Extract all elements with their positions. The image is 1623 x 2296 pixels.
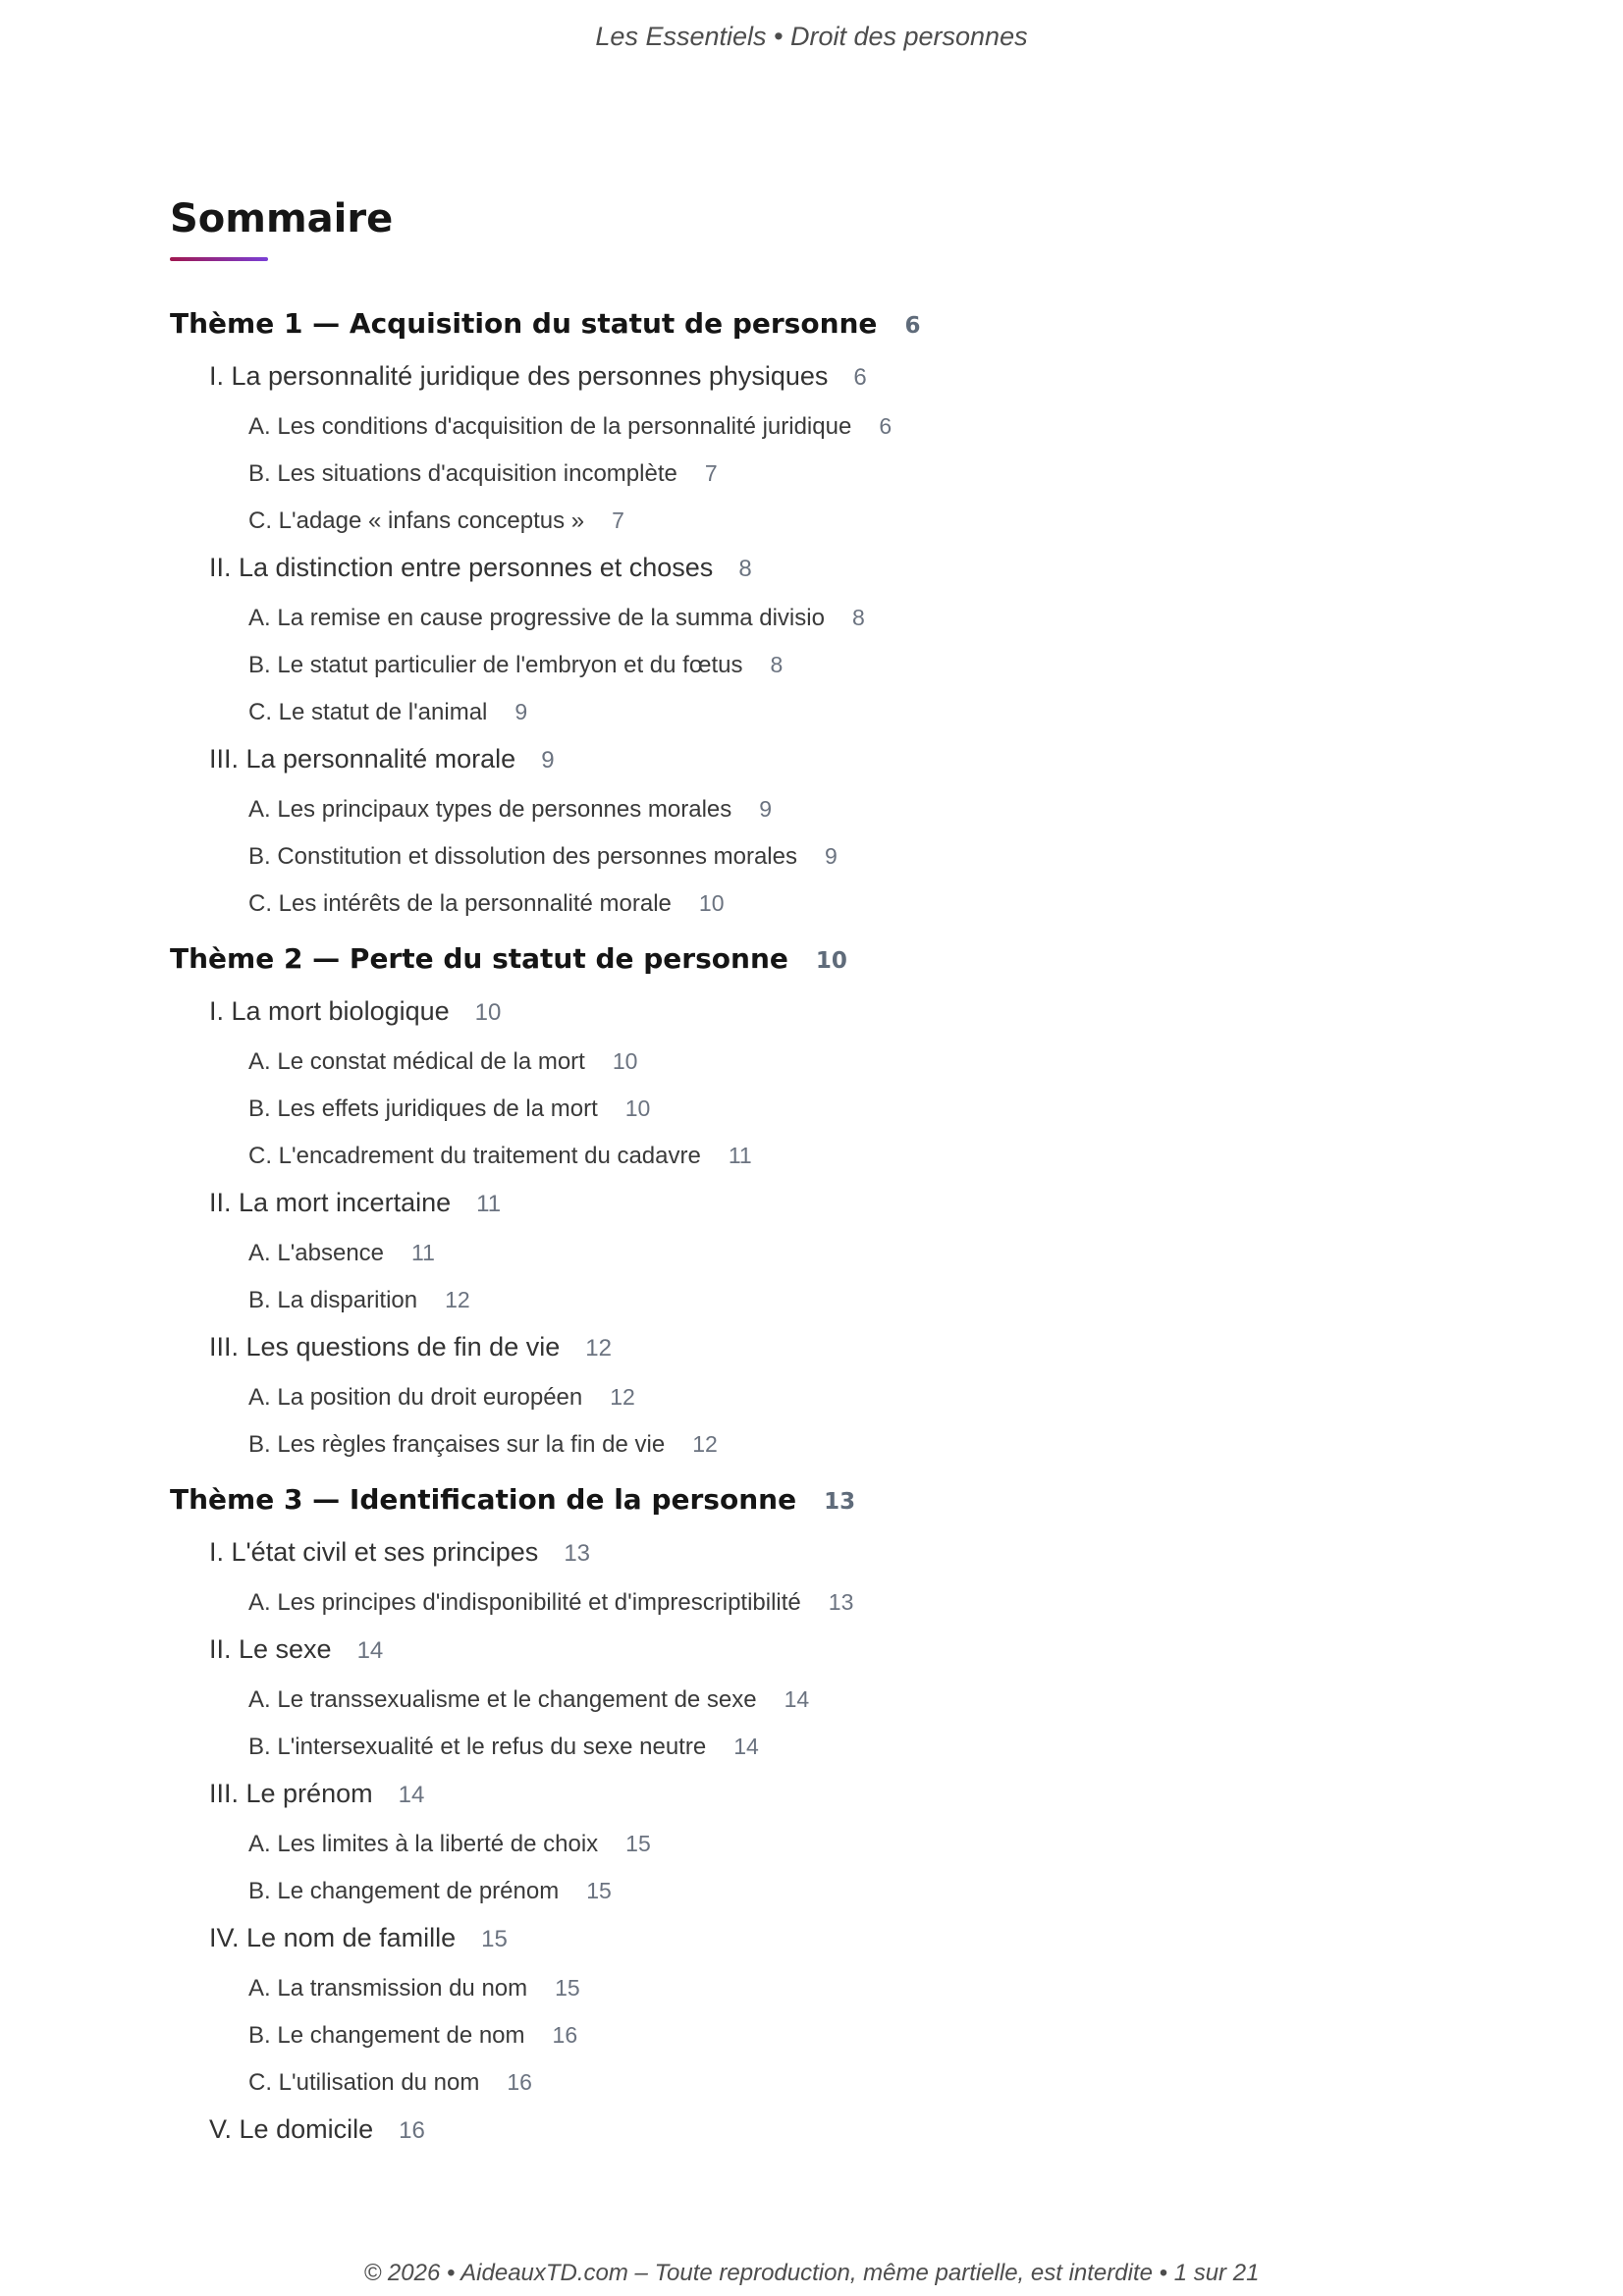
toc-page-number: 11 — [476, 1191, 502, 1217]
toc-section-label: II. La mort incertaine — [209, 1188, 452, 1217]
toc-section-label: I. La mort biologique — [209, 996, 450, 1026]
toc-theme-block — [170, 939, 1544, 1461]
toc-section-label: III. Les questions de fin de vie — [209, 1332, 561, 1362]
toc-page-number: 12 — [585, 1335, 612, 1362]
toc-page-number: 16 — [507, 2069, 532, 2095]
toc-section-entry[interactable] — [170, 1534, 1544, 1572]
toc-subsection-label: A. Les conditions d'acquisition de la personnalité juridique — [248, 413, 852, 440]
toc-subsection-entry[interactable] — [170, 1828, 1544, 1860]
toc-subsection-entry[interactable] — [170, 840, 1544, 873]
toc-subsection-entry[interactable] — [170, 1586, 1544, 1619]
toc-subsection-entry[interactable] — [170, 1381, 1544, 1414]
toc-page-number: 15 — [481, 1926, 508, 1952]
toc-page-number: 12 — [610, 1384, 635, 1410]
toc-page-number: 9 — [759, 796, 773, 822]
toc-page-number: 14 — [398, 1782, 425, 1808]
toc-section-entry[interactable] — [170, 1329, 1544, 1366]
toc-page-number: 15 — [555, 1975, 580, 2001]
toc-subsection-entry[interactable] — [170, 1284, 1544, 1316]
table-of-contents — [170, 192, 1544, 2168]
toc-page-number: 9 — [541, 747, 555, 774]
toc-subsection-label: A. La remise en cause progressive de la summa divisio — [248, 605, 825, 631]
toc-page-number: 9 — [824, 843, 838, 869]
toc-subsection-entry[interactable] — [170, 649, 1544, 681]
toc-page-number: 11 — [411, 1240, 435, 1265]
toc-subsection-label: A. Les limites à la liberté de choix — [248, 1831, 599, 1857]
toc-page-number: 8 — [851, 605, 865, 630]
toc-theme-block — [170, 304, 1544, 920]
toc-theme-entry[interactable] — [170, 1480, 1544, 1522]
title-underline — [170, 257, 268, 261]
toc-subsection-label: B. Le changement de prénom — [248, 1878, 560, 1904]
toc-page-number: 8 — [770, 652, 784, 677]
toc-list — [170, 304, 1544, 2149]
toc-subsection-entry[interactable] — [170, 2066, 1544, 2099]
toc-page-number: 14 — [784, 1686, 810, 1712]
toc-subsection-entry[interactable] — [170, 696, 1544, 728]
toc-section-label: I. L'état civil et ses principes — [209, 1537, 539, 1567]
page-footer: © 2026 • AideauxTD.com – Toute reproduction, même partielle, est interdite • 1 sur 21 — [363, 2260, 1260, 2286]
toc-subsection-entry[interactable] — [170, 457, 1544, 490]
toc-subsection-label: B. L'intersexualité et le refus du sexe neutre — [248, 1734, 707, 1760]
toc-page-number: 12 — [692, 1431, 718, 1457]
page-title: Sommaire — [170, 196, 394, 241]
toc-subsection-label: B. Les situations d'acquisition incomplète — [248, 460, 677, 487]
toc-page-number: 10 — [474, 999, 502, 1026]
toc-section-entry[interactable] — [170, 993, 1544, 1031]
toc-theme-entry[interactable] — [170, 939, 1544, 981]
toc-page-number: 15 — [625, 1831, 651, 1856]
toc-section-label: IV. Le nom de famille — [209, 1923, 457, 1952]
toc-subsection-label: B. Le changement de nom — [248, 2022, 525, 2049]
toc-section-entry[interactable] — [170, 1185, 1544, 1222]
toc-theme-label: Thème 3 — Identification de la personne — [170, 1483, 797, 1516]
toc-subsection-label: A. Les principes d'indisponibilité et d'imprescriptibilité — [248, 1589, 801, 1616]
toc-page-number: 13 — [824, 1489, 856, 1515]
toc-subsection-label: B. Les effets juridiques de la mort — [248, 1095, 598, 1122]
toc-subsection-label: A. Le constat médical de la mort — [248, 1048, 585, 1075]
toc-section-entry[interactable] — [170, 2111, 1544, 2149]
toc-subsection-entry[interactable] — [170, 887, 1544, 920]
toc-page-number: 8 — [738, 556, 752, 582]
toc-page-number: 16 — [552, 2022, 578, 2048]
toc-page-number: 16 — [399, 2117, 425, 2144]
toc-section-entry[interactable] — [170, 550, 1544, 587]
toc-subsection-label: A. Les principaux types de personnes morales — [248, 796, 732, 823]
toc-subsection-label: A. La transmission du nom — [248, 1975, 528, 2002]
toc-section-label: V. Le domicile — [209, 2114, 374, 2144]
toc-subsection-entry[interactable] — [170, 602, 1544, 634]
toc-page-number: 14 — [733, 1734, 759, 1759]
toc-page-number: 10 — [815, 948, 847, 974]
toc-section-entry[interactable] — [170, 358, 1544, 396]
toc-subsection-entry[interactable] — [170, 1140, 1544, 1172]
toc-page-number: 9 — [514, 699, 528, 724]
toc-subsection-entry[interactable] — [170, 410, 1544, 443]
toc-section-entry[interactable] — [170, 741, 1544, 778]
toc-page-number: 10 — [612, 1048, 638, 1074]
toc-section-label: III. Le prénom — [209, 1779, 373, 1808]
toc-page-number: 15 — [586, 1878, 612, 1903]
toc-subsection-entry[interactable] — [170, 1428, 1544, 1461]
toc-page-number: 6 — [853, 364, 867, 391]
toc-theme-block — [170, 1480, 1544, 2149]
toc-page-number: 10 — [698, 890, 725, 916]
toc-page-number: 7 — [704, 460, 718, 486]
toc-subsection-label: C. Le statut de l'animal — [248, 699, 488, 725]
toc-section-label: I. La personnalité juridique des personnes physiques — [209, 361, 829, 391]
toc-page-number: 10 — [624, 1095, 651, 1121]
toc-subsection-label: A. L'absence — [248, 1240, 385, 1266]
toc-page-number: 13 — [828, 1589, 854, 1615]
toc-subsection-label: C. L'adage « infans conceptus » — [248, 507, 585, 534]
toc-subsection-label: C. L'utilisation du nom — [248, 2069, 480, 2096]
toc-page-number: 12 — [445, 1287, 470, 1312]
toc-page-number: 6 — [879, 413, 893, 439]
toc-subsection-entry[interactable] — [170, 1237, 1544, 1269]
toc-page-number: 13 — [564, 1540, 591, 1567]
toc-theme-label: Thème 1 — Acquisition du statut de personne — [170, 307, 878, 340]
toc-page-number: 11 — [728, 1143, 752, 1168]
toc-subsection-entry[interactable] — [170, 1731, 1544, 1763]
toc-section-entry[interactable] — [170, 1776, 1544, 1813]
toc-theme-label: Thème 2 — Perte du statut de personne — [170, 942, 788, 975]
toc-page-number: 6 — [904, 313, 921, 339]
toc-subsection-entry[interactable] — [170, 2019, 1544, 2052]
toc-subsection-label: B. Constitution et dissolution des personnes morales — [248, 843, 797, 870]
toc-subsection-entry[interactable] — [170, 1045, 1544, 1078]
toc-subsection-entry[interactable] — [170, 505, 1544, 537]
toc-subsection-label: C. L'encadrement du traitement du cadavre — [248, 1143, 701, 1169]
toc-subsection-entry[interactable] — [170, 1875, 1544, 1907]
toc-subsection-label: C. Les intérêts de la personnalité morale — [248, 890, 672, 917]
toc-subsection-entry[interactable] — [170, 1972, 1544, 2004]
toc-subsection-entry[interactable] — [170, 1683, 1544, 1716]
toc-section-label: II. Le sexe — [209, 1634, 332, 1664]
page-header: Les Essentiels • Droit des personnes — [595, 22, 1028, 51]
toc-page-number: 14 — [356, 1637, 384, 1664]
toc-section-entry[interactable] — [170, 1631, 1544, 1669]
toc-subsection-label: B. Les règles françaises sur la fin de vie — [248, 1431, 666, 1458]
toc-page-number: 7 — [612, 507, 624, 533]
toc-subsection-label: A. La position du droit européen — [248, 1384, 583, 1411]
toc-subsection-entry[interactable] — [170, 793, 1544, 826]
toc-section-label: III. La personnalité morale — [209, 744, 516, 774]
toc-section-entry[interactable] — [170, 1920, 1544, 1957]
toc-subsection-label: B. Le statut particulier de l'embryon et du fœtus — [248, 652, 743, 678]
toc-subsection-entry[interactable] — [170, 1093, 1544, 1125]
toc-subsection-label: B. La disparition — [248, 1287, 418, 1313]
toc-section-label: II. La distinction entre personnes et choses — [209, 553, 714, 582]
toc-theme-entry[interactable] — [170, 304, 1544, 346]
toc-subsection-label: A. Le transsexualisme et le changement de sexe — [248, 1686, 757, 1713]
